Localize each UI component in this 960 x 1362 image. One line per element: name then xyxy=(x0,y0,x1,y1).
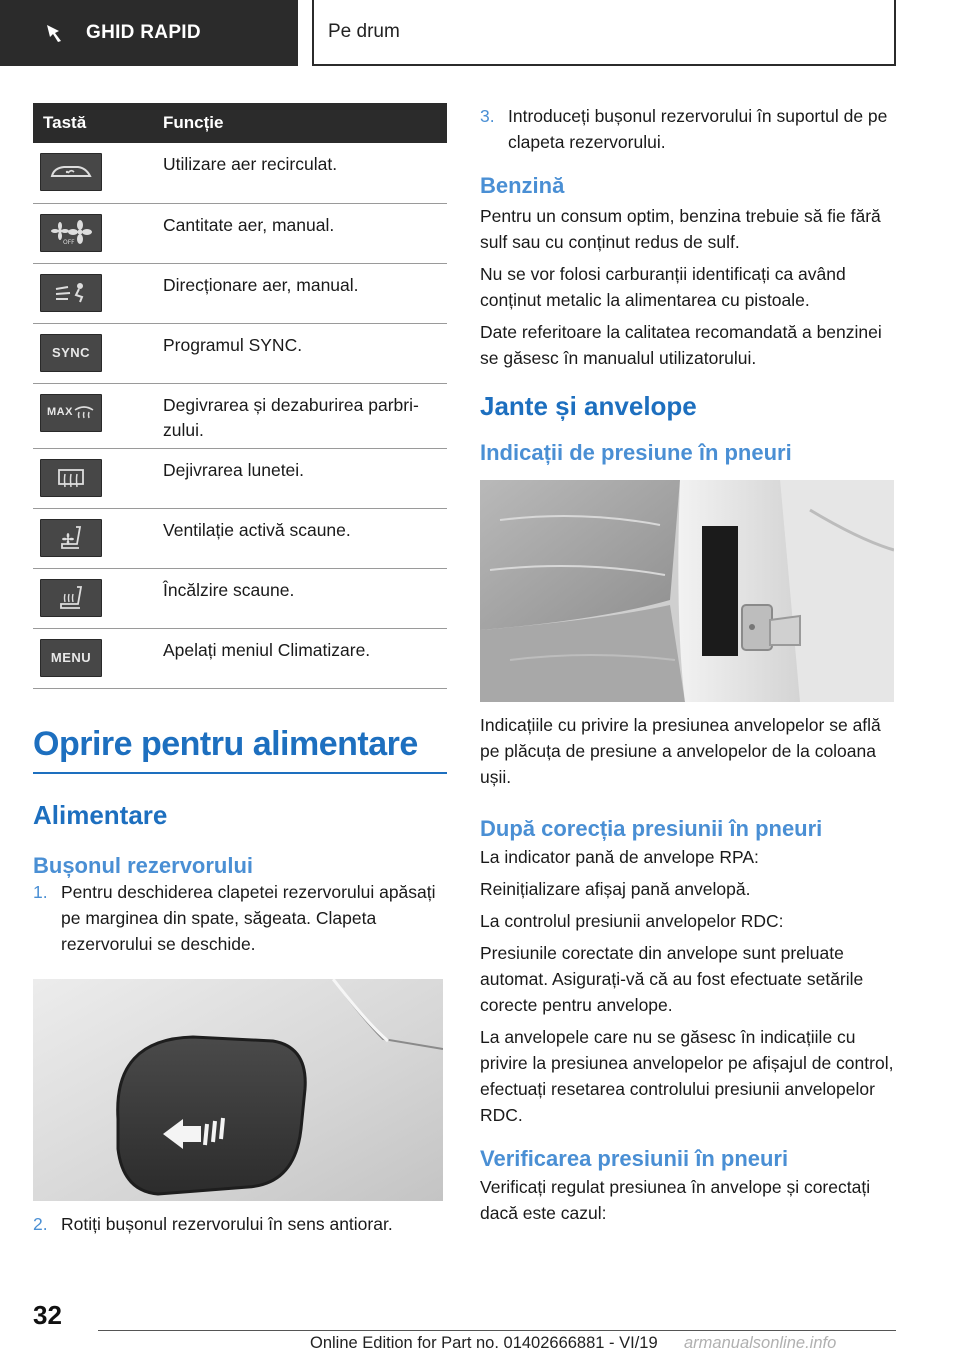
page-number: 32 xyxy=(33,1300,62,1330)
function-text: Ventilație activă scaune. xyxy=(163,508,447,568)
table-row xyxy=(33,628,447,688)
function-text: Programul SYNC. xyxy=(163,323,447,383)
watermark-text: armanualsonline.info xyxy=(684,1334,837,1352)
menu-key-icon: MENU xyxy=(40,639,102,677)
max-defrost-icon: MAX xyxy=(40,394,102,432)
fan-speed-icon xyxy=(40,214,102,252)
table-row xyxy=(33,203,447,263)
list-item xyxy=(33,1211,447,1237)
paragraph: Reinițializare afișaj pană anvelopă. xyxy=(480,879,751,899)
paragraph: La indicator pană de anvelope RPA: xyxy=(480,847,759,867)
step-number: 3. xyxy=(480,106,495,126)
steps-list xyxy=(480,103,896,155)
door-pillar-tire-label-illustration xyxy=(480,480,894,702)
column-header-key: Tastă xyxy=(33,103,163,143)
paragraph: Presiunile corectate din anvelope sunt preluate automat. Asigurați-vă că au fost efectuate setările corecte pentru anvelope. xyxy=(480,943,864,1015)
quick-guide-icon xyxy=(44,22,66,44)
header-section-tab xyxy=(0,0,298,66)
topic-heading: După corecția presiunii în pneuri xyxy=(480,816,823,841)
paragraph: Pentru un consum optim, benzina trebuie să fie fără sulf sau cu conținut redus de sulf. xyxy=(480,206,881,252)
section-heading: Oprire pentru alimentare xyxy=(33,725,447,774)
footer-divider xyxy=(98,1330,896,1331)
seat-ventilation-icon xyxy=(40,519,102,557)
seat-heating-icon xyxy=(40,579,102,617)
sync-key-icon: SYNC xyxy=(40,334,102,372)
function-text: Dejivrarea lunetei. xyxy=(163,448,447,508)
rear-defrost-icon xyxy=(40,459,102,497)
steps-list xyxy=(33,1211,447,1237)
paragraph: La controlul presiunii anvelopelor RDC: xyxy=(480,911,784,931)
paragraph: Date referitoare la calitatea recomandată a benzinei se găsesc în manualul utilizatorului. xyxy=(480,322,882,368)
table-row xyxy=(33,323,447,383)
paragraph: Nu se vor folosi carburanții identificați ca având conținut metalic la alimentarea cu pistoale. xyxy=(480,264,846,310)
steps-list xyxy=(33,879,447,957)
function-text: Încălzire scaune. xyxy=(163,568,447,628)
table-row xyxy=(33,568,447,628)
function-text: Utilizare aer recirculat. xyxy=(163,143,447,203)
column-header-function: Funcție xyxy=(163,103,447,143)
paragraph: Verificați regulat presiunea în anvelope și corectați dacă este cazul: xyxy=(480,1177,871,1223)
section-label: GHID RAPID xyxy=(86,22,201,43)
topic-heading: Bușonul rezervorului xyxy=(33,852,254,878)
step-text: Introduceți bușonul rezervorului în suportul de pe clapeta rezervorului. xyxy=(508,106,888,152)
step-text: Pentru deschiderea clapetei rezervorului apăsați pe marginea din spate, săgeata. Clapeta rezervorului se deschide. xyxy=(61,881,436,954)
topic-heading: Verificarea presiunii în pneuri xyxy=(480,1146,789,1171)
step-number: 1. xyxy=(33,881,48,902)
paragraph: La anvelopele care nu se găsesc în indicațiile cu privire la presiunea anvelopelor pe afișajul de control, efectuați resetarea controlului presiunii anvelopelor RDC. xyxy=(480,1027,894,1125)
function-text: Direcționare aer, manual. xyxy=(163,263,447,323)
edition-text: Online Edition for Part no. 01402666881 - VI/19 xyxy=(310,1334,658,1352)
topic-heading: Benzină xyxy=(480,173,565,198)
subsection-heading: Alimentare xyxy=(33,799,168,830)
topic-heading: Indicații de presiune în pneuri xyxy=(480,440,792,465)
table-row xyxy=(33,508,447,568)
svg-text:OFF: OFF xyxy=(63,238,75,246)
list-item xyxy=(480,103,896,155)
function-text: Apelați meniul Climatizare. xyxy=(163,628,447,688)
subsection-heading: Jante și anvelope xyxy=(480,391,697,421)
function-text: Degivrarea și dezaburirea parbrizului. xyxy=(163,383,447,448)
list-item xyxy=(33,879,447,957)
function-text: Cantitate aer, manual. xyxy=(163,203,447,263)
table-row xyxy=(33,143,447,203)
table-row xyxy=(33,448,447,508)
table-header-row xyxy=(33,103,447,143)
step-number: 2. xyxy=(33,1213,48,1234)
table-row xyxy=(33,383,447,448)
fuel-flap-illustration xyxy=(33,979,443,1201)
recirculation-icon xyxy=(40,153,102,191)
left-column xyxy=(33,103,447,1237)
right-column xyxy=(480,103,896,1226)
climate-keys-table xyxy=(33,103,447,689)
step-text: Rotiți bușonul rezervorului în sens antiorar. xyxy=(61,1213,393,1234)
chapter-label: Pe drum xyxy=(328,21,400,42)
table-row xyxy=(33,263,447,323)
header-chapter-tab xyxy=(312,0,896,66)
paragraph: Indicațiile cu privire la presiunea anvelopelor se află pe plăcuța de presiune a anvelopelor de la coloana ușii. xyxy=(480,715,881,787)
air-direction-icon xyxy=(40,274,102,312)
